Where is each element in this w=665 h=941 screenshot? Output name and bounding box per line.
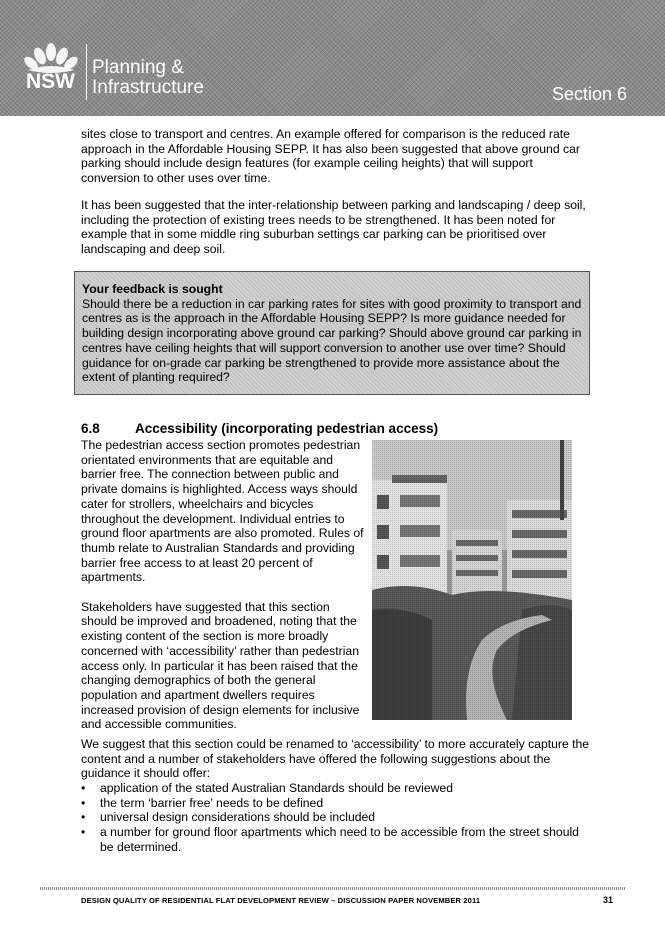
section-title: Accessibility (incorporating pedestrian access) [135,421,439,436]
list-item: • the term ‘barrier free’ needs to be defined [81,796,591,811]
section-text-column [81,438,366,732]
header-title-line2: Infrastructure [92,77,204,98]
feedback-box [74,271,590,395]
feedback-title: Your feedback is sought [82,282,223,296]
list-item: • a number for ground floor apartments which need to be accessible from the street should be determined. [81,825,591,854]
list-item: • universal design considerations should be included [81,810,591,825]
feedback-text: Should there be a reduction in car parking rates for sites with good proximity to transport and centres as is the approach in the Affordable Housing SEPP? Is more guidance needed for building design incorporating above ground car parking? Should above ground car parking in centres have ceiling heights that will support conversion to another use over time? Should guidance for on-grade car parking be strengthened to provide more assistance about the extent of planting required? [82,296,582,385]
header-divider [86,44,87,100]
nsw-logo-text: NSW [26,70,75,93]
apartment-building-photo [372,440,572,720]
header-title-line1: Planning & [92,57,184,78]
body-paragraph-1: sites close to transport and centres. An example offered for comparison is the reduced rate approach in the Affordable Housing SEPP. It has also been suggested that above ground car parking should include design features (for example ceiling heights) that will support conversion to other uses over time. [81,127,580,186]
section-number: 6.8 [81,421,100,436]
page-header [0,0,665,116]
section-paragraph-2: Stakeholders have suggested that this section should be improved and broadened, noting that the existing content of the section is more broadly concerned with ‘accessibility’ rather than pedestrian access only. In particular it has been raised that the changing demographics of both the general population and apartment dwellers requires increased provision of design elements for inclusive and accessible communities. [81,599,360,732]
section-label: Section 6 [551,84,627,104]
section-paragraph-3: We suggest that this section could be renamed to ‘accessibility’ to more accurately capture the content and a number of stakeholders have offered the following suggestions about the guidance it should offer: [81,737,590,781]
footer-divider [40,887,625,890]
section-heading [81,421,438,436]
suggestions-list [81,781,591,855]
section-paragraph-1: The pedestrian access section promotes pedestrian orientated environments that are equitable and barrier free. The connection between public and private domains is highlighted. Access ways should cater for strollers, wheelchairs and bicycles throughout the development. Individual entries to ground floor apartments are also promoted. Rules of thumb relate to Australian Standards and providing barrier free access to at least 20 percent of apartments. [81,438,364,585]
list-item: • application of the stated Australian Standards should be reviewed [81,781,591,796]
header-title [92,58,204,98]
body-paragraph-2: It has been suggested that the inter-relationship between parking and landscaping / deep soil, including the protection of existing trees needs to be strengthened. It has been noted for example that in some middle ring suburban settings car parking can be prioritised over landscaping and deep soil. [81,198,586,257]
page-number: 31 [602,895,613,905]
footer-title: DESIGN QUALITY OF RESIDENTIAL FLAT DEVELOPMENT REVIEW – DISCUSSION PAPER NOVEMBER 2011 [81,896,481,905]
